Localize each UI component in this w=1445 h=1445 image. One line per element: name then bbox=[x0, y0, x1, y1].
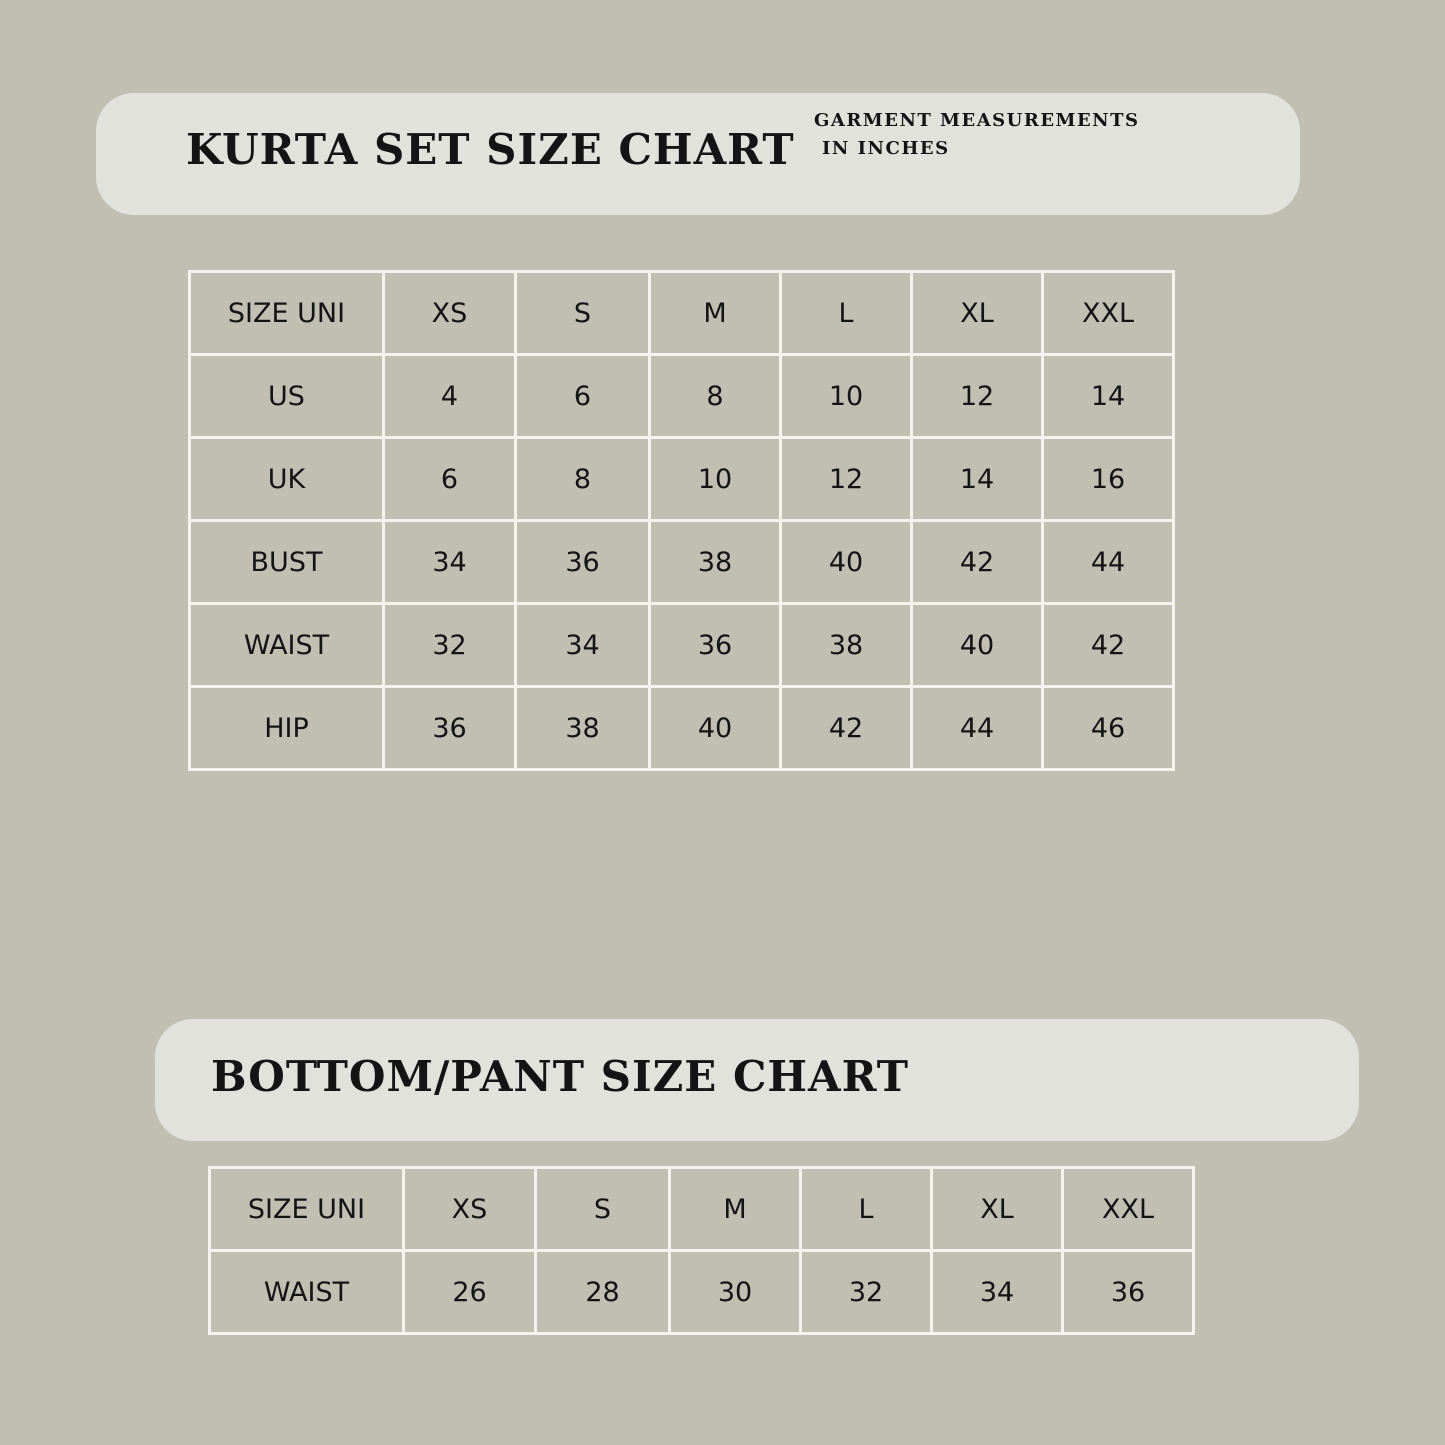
kurta-size-table bbox=[188, 270, 1175, 771]
table-cell: 36 bbox=[1063, 1251, 1194, 1334]
table-row bbox=[190, 687, 1174, 770]
table-row bbox=[190, 438, 1174, 521]
table-cell: 44 bbox=[1043, 521, 1174, 604]
table-cell: 6 bbox=[516, 355, 650, 438]
row-label: UK bbox=[190, 438, 384, 521]
header-cell: M bbox=[670, 1168, 801, 1251]
row-label: HIP bbox=[190, 687, 384, 770]
table-cell: 32 bbox=[801, 1251, 932, 1334]
row-label: WAIST bbox=[210, 1251, 404, 1334]
table-cell: 44 bbox=[912, 687, 1043, 770]
table-cell: 40 bbox=[781, 521, 912, 604]
table-cell: 46 bbox=[1043, 687, 1174, 770]
header-cell: XL bbox=[932, 1168, 1063, 1251]
measurement-note-line1: GARMENT MEASUREMENTS bbox=[814, 110, 1140, 131]
row-label: WAIST bbox=[190, 604, 384, 687]
header-cell: M bbox=[650, 272, 781, 355]
table-cell: 38 bbox=[650, 521, 781, 604]
measurement-note-line2: IN INCHES bbox=[822, 138, 950, 159]
header-cell: SIZE UNI bbox=[210, 1168, 404, 1251]
header-cell: XXL bbox=[1063, 1168, 1194, 1251]
table-cell: 4 bbox=[384, 355, 516, 438]
table-cell: 28 bbox=[536, 1251, 670, 1334]
bottom-title-banner bbox=[155, 1019, 1359, 1141]
table-cell: 12 bbox=[781, 438, 912, 521]
table-cell: 40 bbox=[650, 687, 781, 770]
table-cell: 12 bbox=[912, 355, 1043, 438]
row-label: US bbox=[190, 355, 384, 438]
table-row bbox=[190, 355, 1174, 438]
table-cell: 42 bbox=[912, 521, 1043, 604]
table-row bbox=[190, 521, 1174, 604]
table-cell: 16 bbox=[1043, 438, 1174, 521]
table-cell: 42 bbox=[1043, 604, 1174, 687]
table-cell: 8 bbox=[650, 355, 781, 438]
header-cell: L bbox=[781, 272, 912, 355]
table-cell: 38 bbox=[516, 687, 650, 770]
table-cell: 42 bbox=[781, 687, 912, 770]
header-cell: XS bbox=[384, 272, 516, 355]
table-cell: 30 bbox=[670, 1251, 801, 1334]
table-cell: 14 bbox=[1043, 355, 1174, 438]
table-cell: 38 bbox=[781, 604, 912, 687]
table-cell: 36 bbox=[384, 687, 516, 770]
table-cell: 34 bbox=[384, 521, 516, 604]
header-cell: S bbox=[516, 272, 650, 355]
table-cell: 36 bbox=[650, 604, 781, 687]
bottom-chart-title: BOTTOM/PANT SIZE CHART bbox=[211, 1052, 910, 1101]
header-cell: XXL bbox=[1043, 272, 1174, 355]
header-cell: S bbox=[536, 1168, 670, 1251]
table-row bbox=[190, 604, 1174, 687]
table-cell: 26 bbox=[404, 1251, 536, 1334]
table-cell: 32 bbox=[384, 604, 516, 687]
table-cell: 10 bbox=[781, 355, 912, 438]
table-row bbox=[210, 1251, 1194, 1334]
row-label: BUST bbox=[190, 521, 384, 604]
header-cell: XS bbox=[404, 1168, 536, 1251]
kurta-chart-title: KURTA SET SIZE CHART bbox=[186, 125, 795, 174]
table-cell: 14 bbox=[912, 438, 1043, 521]
bottom-header-row bbox=[210, 1168, 1194, 1251]
kurta-title-banner bbox=[96, 93, 1300, 215]
table-cell: 10 bbox=[650, 438, 781, 521]
header-cell: XL bbox=[912, 272, 1043, 355]
kurta-header-row bbox=[190, 272, 1174, 355]
table-cell: 34 bbox=[516, 604, 650, 687]
table-cell: 34 bbox=[932, 1251, 1063, 1334]
bottom-size-table bbox=[208, 1166, 1195, 1335]
header-cell: SIZE UNI bbox=[190, 272, 384, 355]
table-cell: 36 bbox=[516, 521, 650, 604]
table-cell: 6 bbox=[384, 438, 516, 521]
header-cell: L bbox=[801, 1168, 932, 1251]
measurement-note bbox=[814, 107, 1140, 163]
table-cell: 8 bbox=[516, 438, 650, 521]
table-cell: 40 bbox=[912, 604, 1043, 687]
